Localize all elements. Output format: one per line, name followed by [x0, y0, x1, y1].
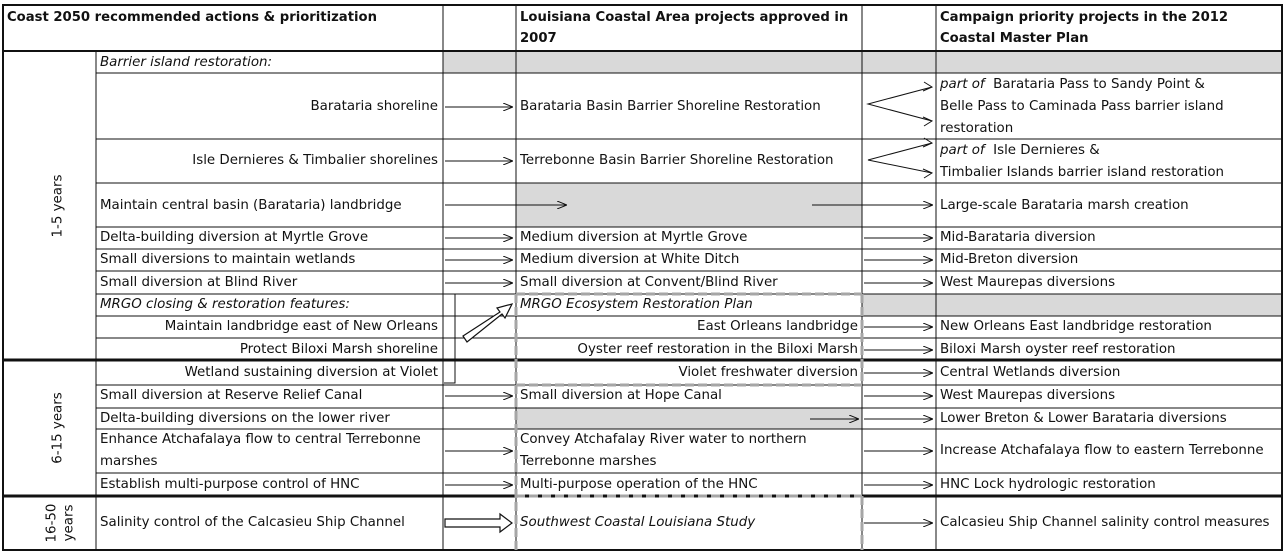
coast2050-landbridge-new-orleans: Maintain landbridge east of New Orleans: [164, 319, 438, 334]
coast2050-barrier-island: Barrier island restoration:: [100, 55, 273, 70]
lca-convent-blind-river: Small diversion at Convent/Blind River: [520, 275, 778, 290]
lca-barataria-basin: Barataria Basin Barrier Shoreline Restoration: [520, 99, 821, 114]
shaded-cell-mrgo: [862, 294, 1282, 316]
fan-arrow-r3: [868, 143, 932, 173]
lca-east-orleans: East Orleans landbridge: [697, 319, 858, 334]
mp-mid-barataria: Mid-Barataria diversion: [940, 230, 1096, 245]
mp-new-orleans-east: New Orleans East landbridge restoration: [940, 319, 1212, 334]
coast2050-blind-river: Small diversion at Blind River: [100, 275, 298, 290]
lca-mrgo-plan: MRGO Ecosystem Restoration Plan: [520, 297, 753, 312]
mp-lower-breton-barataria: Lower Breton & Lower Barataria diversions: [940, 411, 1227, 426]
coast2050-atchafalaya-line1: Enhance Atchafalaya flow to central Terrebonne: [100, 432, 421, 447]
coast2050-myrtle-grove: Delta-building diversion at Myrtle Grove: [100, 230, 369, 245]
mp-calcasieu: Calcasieu Ship Channel salinity control measures: [940, 515, 1270, 530]
coast2050-hnc: Establish multi-purpose control of HNC: [100, 477, 360, 492]
coast2050-mrgo: MRGO closing & restoration features:: [100, 297, 350, 312]
period-1-5-years: 1-5 years: [50, 174, 66, 238]
hollow-arrow-calcasieu: [445, 514, 512, 532]
coast2050-barataria-shoreline: Barataria shoreline: [310, 99, 438, 114]
mp-biloxi-oyster: Biloxi Marsh oyster reef restoration: [940, 342, 1176, 357]
mp-atchafalaya: Increase Atchafalaya flow to eastern Terrebonne: [940, 443, 1264, 458]
coast2050-biloxi-marsh: Protect Biloxi Marsh shoreline: [239, 342, 438, 357]
fan-arrow-r2: [868, 87, 932, 121]
mp-barataria-line1: part of Barataria Pass to Sandy Point &: [940, 77, 1205, 92]
header-col1: Coast 2050 recommended actions & prioritization: [7, 10, 377, 25]
mp-central-wetlands: Central Wetlands diversion: [940, 365, 1121, 380]
header-col5: Campaign priority projects in the 2012 Coastal Master Plan: [940, 10, 1229, 46]
header-col3: Louisiana Coastal Area projects approved in 2007: [520, 10, 849, 46]
shaded-cell-landbridge: [516, 183, 862, 227]
lca-atchafalaya-line1: Convey Atchafalay River water to northern: [520, 432, 807, 447]
mp-barataria-line3: restoration: [940, 121, 1014, 136]
lca-southwest-study: Southwest Coastal Louisiana Study: [520, 515, 756, 530]
lca-terrebonne-basin: Terrebonne Basin Barrier Shoreline Restoration: [520, 153, 834, 168]
period-16-50-years-line1: 16-50: [44, 503, 60, 543]
lca-oyster-reef: Oyster reef restoration in the Biloxi Marsh: [577, 342, 858, 357]
hollow-arrow-mrgo: [463, 304, 512, 342]
lca-myrtle-grove: Medium diversion at Myrtle Grove: [520, 230, 748, 245]
coast2050-small-diversions: Small diversions to maintain wetlands: [100, 252, 356, 267]
lca-hnc: Multi-purpose operation of the HNC: [520, 477, 758, 492]
mp-mid-breton: Mid-Breton diversion: [940, 252, 1079, 267]
mp-isle-dernieres-line2: Timbalier Islands barrier island restoration: [940, 165, 1225, 180]
lca-violet: Violet freshwater diversion: [678, 365, 858, 380]
mp-west-maurepas-2: West Maurepas diversions: [940, 388, 1116, 403]
coast2050-reserve-relief: Small diversion at Reserve Relief Canal: [100, 388, 363, 403]
coast2050-central-landbridge: Maintain central basin (Barataria) landbridge: [100, 198, 402, 213]
mp-west-maurepas-1: West Maurepas diversions: [940, 275, 1116, 290]
coast2050-atchafalaya-line2: marshes: [100, 454, 158, 469]
coast2050-calcasieu: Salinity control of the Calcasieu Ship Channel: [100, 515, 405, 530]
period-6-15-years: 6-15 years: [50, 392, 66, 464]
mp-barataria-line2: Belle Pass to Caminada Pass barrier island: [940, 99, 1224, 114]
coast2050-isle-dernieres: Isle Dernieres & Timbalier shorelines: [192, 153, 438, 168]
mp-hnc-lock: HNC Lock hydrologic restoration: [940, 477, 1156, 492]
coast2050-lower-river: Delta-building diversions on the lower river: [100, 411, 390, 426]
lca-atchafalaya-line2: Terrebonne marshes: [520, 454, 657, 469]
coast2050-violet: Wetland sustaining diversion at Violet: [184, 365, 438, 380]
period-16-50-years-line2: years: [61, 504, 77, 542]
mp-barataria-marsh-creation: Large-scale Barataria marsh creation: [940, 198, 1189, 213]
lca-hope-canal: Small diversion at Hope Canal: [520, 388, 722, 403]
mp-isle-dernieres-line1: part of Isle Dernieres &: [940, 143, 1100, 158]
lca-white-ditch: Medium diversion at White Ditch: [520, 252, 740, 267]
